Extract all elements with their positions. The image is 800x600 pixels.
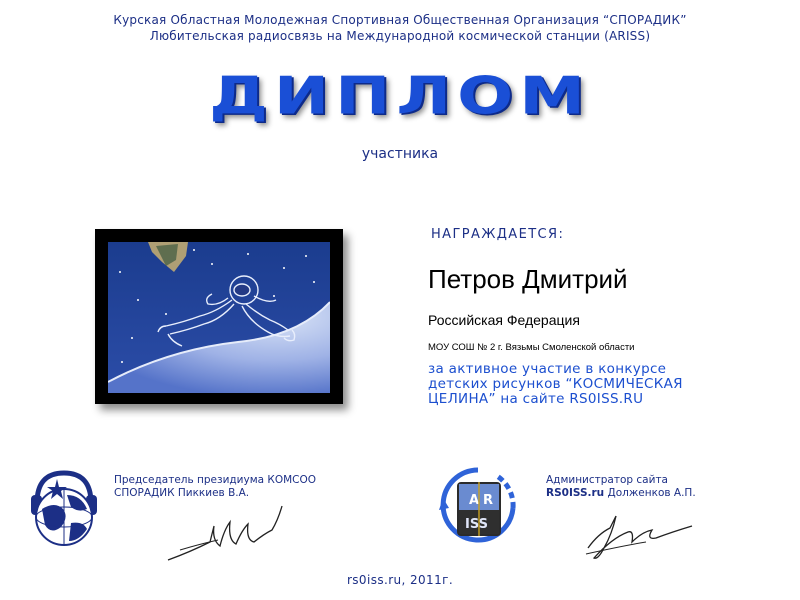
organization-name: Курская Областная Молодежная Спортивная Общественная Организация “СПОРАДИК”	[113, 13, 687, 27]
award-reason-line: ЦЕЛИНА” на сайте RS0ISS.RU	[428, 391, 644, 407]
astronaut-drawing	[108, 242, 330, 393]
award-reason	[428, 362, 768, 407]
drawing-frame	[95, 229, 343, 404]
chairman-name: СПОРАДИК Пиккиев В.А.	[114, 487, 250, 499]
admin-site: RS0ISS.ru	[546, 487, 605, 499]
admin-signature	[582, 508, 702, 570]
ariss-logo-iss: ISS	[465, 517, 488, 532]
diploma-title: ДИПЛОМ	[209, 66, 591, 127]
ariss-logo-a: A	[469, 493, 480, 508]
ariss-subtitle: Любительская радиосвязь на Международной космической станции (ARISS)	[149, 29, 651, 43]
chairman-signature	[160, 500, 300, 570]
admin-title: Администратор сайта	[546, 474, 668, 486]
chairman-title: Председатель президиума КОМСОО	[114, 474, 317, 486]
ariss-logo	[437, 464, 519, 548]
admin-signature-caption	[546, 474, 696, 500]
ariss-logo-r: R	[483, 493, 494, 508]
recipient-school: МОУ СОШ № 2 г. Вязьмы Смоленской области	[428, 342, 635, 353]
space-drawing-image	[108, 242, 330, 393]
recipient-name: Петров Дмитрий	[428, 264, 628, 294]
awarded-label: НАГРАЖДАЕТСЯ:	[431, 227, 565, 242]
award-reason-line: детских рисунков “КОСМИЧЕСКАЯ	[428, 376, 683, 392]
recipient-country: Российская Федерация	[428, 312, 580, 328]
chairman-signature-caption	[114, 474, 316, 500]
admin-name	[546, 487, 696, 500]
award-reason-line: за активное участие в конкурсе	[428, 361, 667, 377]
admin-person: Долженков А.П.	[604, 487, 696, 499]
participant-label: участника	[361, 146, 439, 162]
sporadik-globe-logo	[27, 465, 101, 555]
footer-site-year: rs0iss.ru, 2011г.	[346, 573, 454, 587]
